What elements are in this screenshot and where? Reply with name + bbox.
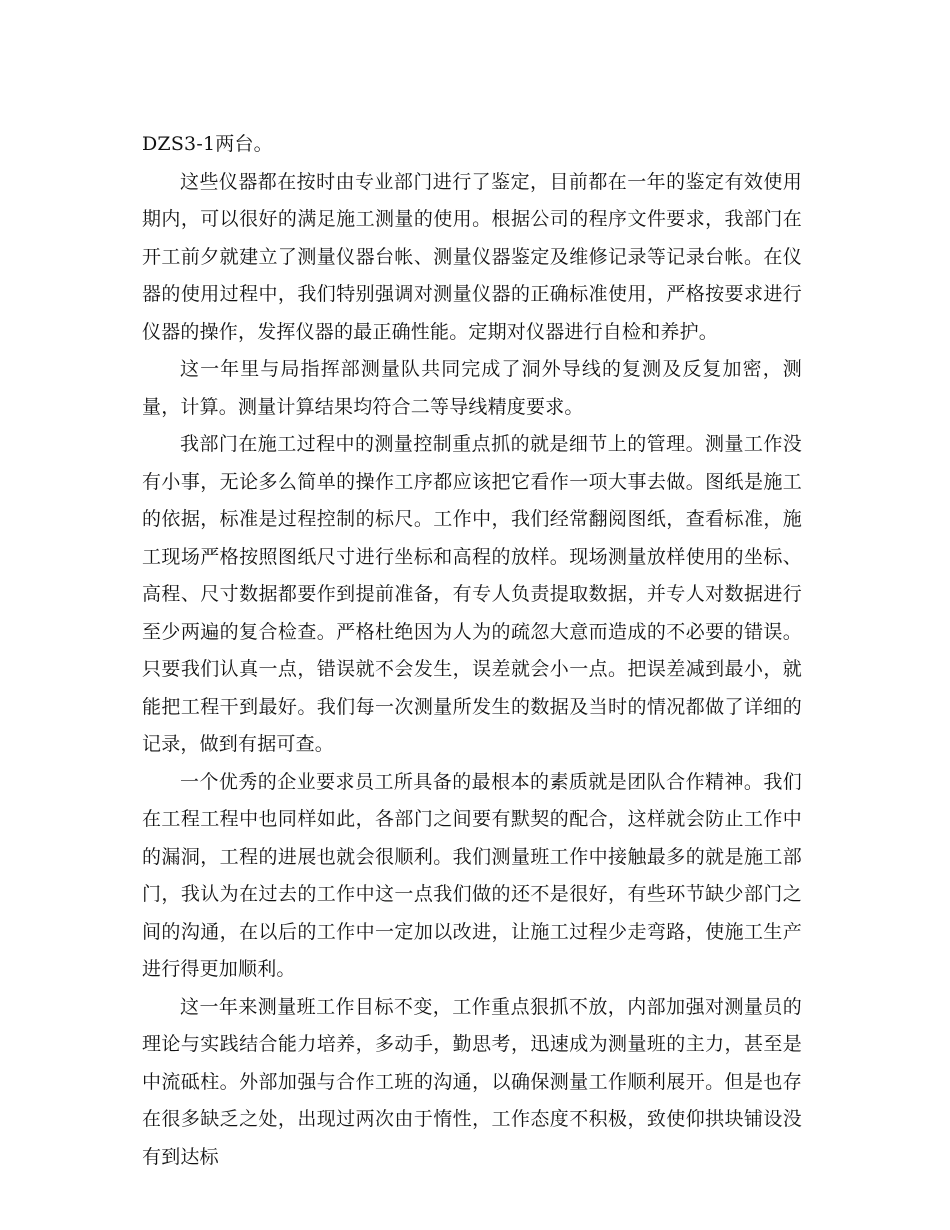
paragraph-6: 这一年来测量班工作目标不变，工作重点狠抓不放，内部加强对测量员的理论与实践结合能力培养，多动手，勤思考，迅速成为测量班的主力，甚至是中流砥柱。外部加强与合作工班的沟通，以确保测量工作顺利展开。但是也存在很多缺乏之处，出现过两次由于惰性，工作态度不积极，致使仰拱块铺设没有到达标 (142, 995, 802, 1168)
paragraph-1: DZS3-1两台。 (142, 133, 273, 155)
paragraph-4: 我部门在施工过程中的测量控制重点抓的就是细节上的管理。测量工作没有小事，无论多么简单的操作工序都应该把它看作一项大事去做。图纸是施工的依据，标准是过程控制的标尺。工作中，我们经常翻阅图纸，查看标准，施工现场严格按照图纸尺寸进行坐标和高程的放样。现场测量放样使用的坐标、高程、尺寸数据都要作到提前准备，有专人负责提取数据，并专人对数据进行至少两遍的复合检查。严格杜绝因为人为的疏忽大意而造成的不必要的错误。只要我们认真一点，错误就不会发生，误差就会小一点。把误差减到最小，就能把工程干到最好。我们每一次测量所发生的数据及当时的情况都做了详细的记录，做到有据可查。 (142, 433, 802, 755)
paragraph-3: 这一年里与局指挥部测量队共同完成了洞外导线的复测及反复加密，测量，计算。测量计算结果均符合二等导线精度要求。 (142, 358, 802, 418)
document-body (142, 126, 802, 1176)
paragraph-5: 一个优秀的企业要求员工所具备的最根本的素质就是团队合作精神。我们在工程工程中也同样如此，各部门之间要有默契的配合，这样就会防止工作中的漏洞，工程的进展也就会很顺利。我们测量班工作中接触最多的就是施工部门，我认为在过去的工作中这一点我们做的还不是很好，有些环节缺少部门之间的沟通，在以后的工作中一定加以改进，让施工过程少走弯路，使施工生产进行得更加顺利。 (142, 770, 802, 980)
paragraph-2: 这些仪器都在按时由专业部门进行了鉴定，目前都在一年的鉴定有效使用期内，可以很好的满足施工测量的使用。根据公司的程序文件要求，我部门在开工前夕就建立了测量仪器台帐、测量仪器鉴定及维修记录等记录台帐。在仪器的使用过程中，我们特别强调对测量仪器的正确标准使用，严格按要求进行仪器的操作，发挥仪器的最正确性能。定期对仪器进行自检和养护。 (142, 170, 802, 343)
